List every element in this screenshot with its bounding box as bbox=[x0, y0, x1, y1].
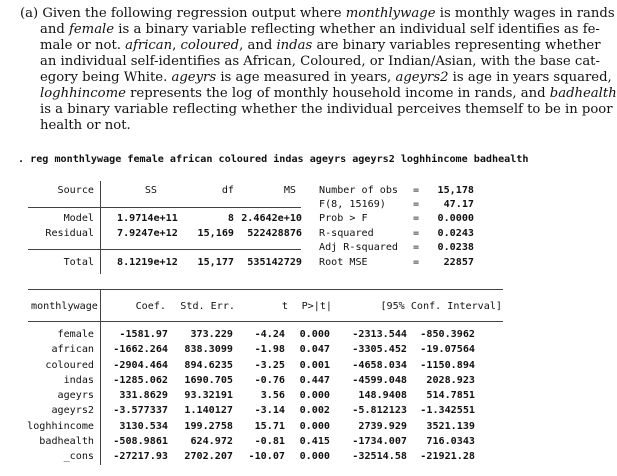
table-rule bbox=[28, 207, 301, 208]
df-value: 8 bbox=[227, 213, 234, 224]
t-value: -10.07 bbox=[248, 451, 285, 462]
ss-value: 1.9714e+11 bbox=[117, 213, 178, 224]
column-header: t bbox=[281, 301, 288, 312]
ci-high-value: -850.3962 bbox=[420, 329, 475, 340]
std-err-value: 838.3099 bbox=[184, 344, 233, 356]
variable-name: ageyrs2 bbox=[395, 70, 449, 85]
t-value: -4.24 bbox=[254, 329, 285, 340]
coef-value: -3.577337 bbox=[113, 405, 168, 417]
p-value: 0.000 bbox=[299, 420, 330, 432]
p-value: 0.447 bbox=[299, 374, 330, 386]
ci-high-value: 2028.923 bbox=[426, 374, 475, 386]
ci-high-value: -1.342551 bbox=[420, 405, 475, 417]
variable-label: badhealth bbox=[39, 435, 94, 447]
variable-label: female bbox=[57, 329, 94, 340]
p-value: 0.415 bbox=[299, 435, 330, 447]
variable-label: african bbox=[51, 344, 94, 356]
variable-label: loghhincome bbox=[27, 420, 94, 432]
ci-low-value: -32514.58 bbox=[352, 451, 407, 462]
t-value: -1.98 bbox=[254, 344, 285, 356]
stat-eq: = bbox=[413, 257, 420, 268]
stat-value: 47.17 bbox=[443, 199, 474, 210]
p-value: 0.047 bbox=[299, 344, 330, 356]
paragraph-line: loghhincome represents the log of monthly household income in rands, and badhealth bbox=[40, 86, 617, 101]
coef-value: 3130.534 bbox=[119, 420, 168, 432]
t-value: -3.14 bbox=[254, 405, 285, 417]
variable-name: ageyrs bbox=[171, 70, 217, 85]
std-err-value: 199.2758 bbox=[184, 420, 233, 432]
ci-high-value: -1150.894 bbox=[420, 359, 475, 371]
ci-high-value: -19.07564 bbox=[420, 344, 475, 356]
stat-eq: = bbox=[413, 228, 420, 239]
row-label: Total bbox=[63, 257, 94, 268]
p-value: 0.000 bbox=[299, 390, 330, 401]
stat-eq: = bbox=[413, 185, 420, 196]
t-value: 3.56 bbox=[260, 390, 285, 401]
stat-label: Adj R-squared bbox=[319, 242, 399, 253]
stat-value: 15,178 bbox=[437, 185, 474, 196]
paragraph-line: is a binary variable reflecting whether the individual perceives themself to be in poor bbox=[40, 102, 613, 117]
table-divider bbox=[100, 289, 101, 465]
column-header: MS bbox=[283, 185, 296, 196]
stat-label: Root MSE bbox=[319, 257, 368, 268]
column-header: Coef. bbox=[135, 301, 166, 312]
std-err-value: 1690.705 bbox=[184, 374, 233, 386]
column-header: df bbox=[221, 185, 234, 196]
table-rule bbox=[28, 249, 301, 250]
t-value: -0.81 bbox=[254, 435, 285, 447]
column-header: Std. Err. bbox=[180, 301, 235, 312]
paragraph-line: and female is a binary variable reflecting whether an individual self identifies as fe- bbox=[40, 22, 600, 37]
paragraph-line: health or not. bbox=[40, 118, 131, 133]
variable-name: african bbox=[125, 38, 173, 53]
column-header: Source bbox=[57, 185, 94, 196]
stat-value: 0.0243 bbox=[437, 228, 474, 239]
question-paragraph bbox=[20, 6, 617, 134]
ci-low-value: 148.9408 bbox=[358, 390, 407, 401]
p-value: 0.000 bbox=[299, 451, 330, 462]
stata-command: . reg monthlywage female african coloured indas ageyrs ageyrs2 loghhincome badhealth bbox=[18, 154, 529, 165]
paragraph-line: male or not. african, coloured, and indas are binary variables representing whether bbox=[40, 38, 601, 53]
coef-value: -27217.93 bbox=[113, 451, 168, 462]
stat-eq: = bbox=[413, 213, 420, 224]
ci-low-value: -4658.034 bbox=[352, 359, 407, 371]
stat-label: Prob > F bbox=[319, 213, 368, 224]
t-value: -3.25 bbox=[254, 359, 285, 371]
std-err-value: 2702.207 bbox=[184, 451, 233, 462]
ci-low-value: 2739.929 bbox=[358, 420, 407, 432]
p-value: 0.001 bbox=[299, 359, 330, 371]
stat-label: Number of obs bbox=[319, 185, 399, 196]
ci-low-value: -5.812123 bbox=[352, 405, 407, 417]
ss-value: 7.9247e+12 bbox=[117, 228, 178, 239]
variable-name: monthlywage bbox=[345, 6, 436, 21]
df-value: 15,169 bbox=[197, 228, 234, 239]
ms-value: 2.4642e+10 bbox=[241, 213, 302, 224]
column-header: [95% Conf. Interval] bbox=[380, 301, 502, 312]
variable-label: coloured bbox=[45, 359, 94, 371]
paragraph-line: (a) Given the following regression output where monthlywage is monthly wages in rands bbox=[20, 6, 615, 21]
std-err-value: 894.6235 bbox=[184, 359, 233, 371]
std-err-value: 373.229 bbox=[190, 329, 233, 340]
stat-eq: = bbox=[413, 199, 420, 210]
table-rule bbox=[28, 321, 503, 322]
variable-name: female bbox=[69, 22, 115, 37]
row-label: Model bbox=[63, 213, 94, 224]
ci-high-value: 514.7851 bbox=[426, 390, 475, 401]
paragraph-line: an individual self-identifies as African, Coloured, or Indian/Asian, with the base cat- bbox=[40, 54, 600, 69]
dependent-variable: monthlywage bbox=[31, 301, 98, 312]
column-header: SS bbox=[144, 185, 157, 196]
variable-label: ageyrs2 bbox=[51, 405, 94, 417]
ss-value: 8.1219e+12 bbox=[117, 257, 178, 268]
p-value: 0.000 bbox=[299, 329, 330, 340]
t-value: 15.71 bbox=[254, 420, 285, 432]
std-err-value: 624.972 bbox=[190, 435, 233, 447]
variable-name: badhealth bbox=[549, 86, 617, 101]
ci-low-value: -1734.007 bbox=[352, 435, 407, 447]
stat-label: R-squared bbox=[319, 228, 374, 239]
ci-low-value: -2313.544 bbox=[352, 329, 407, 340]
ms-value: 535142729 bbox=[247, 257, 302, 268]
ci-high-value: 3521.139 bbox=[426, 420, 475, 432]
stat-eq: = bbox=[413, 242, 420, 253]
coef-value: -1285.062 bbox=[113, 374, 168, 386]
variable-name: loghhincome bbox=[40, 86, 126, 101]
std-err-value: 93.32191 bbox=[184, 390, 233, 401]
coef-value: 331.8629 bbox=[119, 390, 168, 401]
ci-low-value: -3305.452 bbox=[352, 344, 407, 356]
stat-label: F(8, 15169) bbox=[319, 199, 386, 210]
stat-value: 22857 bbox=[443, 257, 474, 268]
ci-low-value: -4599.048 bbox=[352, 374, 407, 386]
df-value: 15,177 bbox=[197, 257, 234, 268]
std-err-value: 1.140127 bbox=[184, 405, 233, 417]
row-label: Residual bbox=[45, 228, 94, 239]
column-header: P>|t| bbox=[301, 301, 332, 312]
ci-high-value: 716.0343 bbox=[426, 435, 475, 447]
variable-name: indas bbox=[276, 38, 313, 53]
coef-value: -1581.97 bbox=[119, 329, 168, 340]
coef-value: -2904.464 bbox=[113, 359, 168, 371]
ci-high-value: -21921.28 bbox=[420, 451, 475, 462]
table-divider bbox=[100, 181, 101, 274]
coef-value: -508.9861 bbox=[113, 435, 168, 447]
variable-label: indas bbox=[63, 374, 94, 386]
stat-value: 0.0238 bbox=[437, 242, 474, 253]
t-value: -0.76 bbox=[254, 374, 285, 386]
variable-label: ageyrs bbox=[57, 390, 94, 401]
variable-label: _cons bbox=[63, 451, 94, 462]
coef-value: -1662.264 bbox=[113, 344, 168, 356]
p-value: 0.002 bbox=[299, 405, 330, 417]
paragraph-line: egory being White. ageyrs is age measured in years, ageyrs2 is age in years squared, bbox=[40, 70, 612, 85]
stat-value: 0.0000 bbox=[437, 213, 474, 224]
ms-value: 522428876 bbox=[247, 228, 302, 239]
variable-name: coloured bbox=[180, 38, 240, 53]
